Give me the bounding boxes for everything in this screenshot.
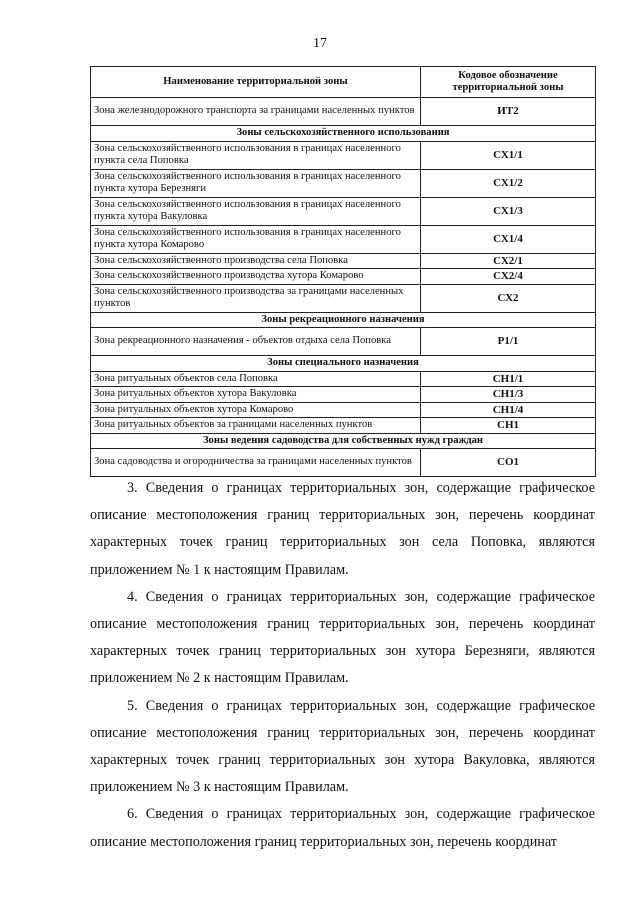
zone-code: СХ2/1	[421, 253, 596, 269]
table-row	[91, 402, 596, 418]
table-row	[91, 169, 596, 197]
zone-code: СХ2/4	[421, 269, 596, 285]
zone-name: Зона сельскохозяйственного производства села Поповка	[91, 253, 421, 269]
zone-code: СН1	[421, 418, 596, 434]
table-body	[91, 98, 596, 477]
page-number: 17	[313, 36, 327, 51]
zone-name: Зона сельскохозяйственного использования в границах населенного пункта села Поповка	[91, 141, 421, 169]
paragraph-6: 6. Сведения о границах территориальных зон, содержащие графическое описание местоположения границ территориальных зон, перечень координат	[90, 806, 595, 850]
zone-code: ИТ2	[421, 98, 596, 126]
zone-name: Зона ритуальных объектов села Поповка	[91, 371, 421, 387]
table-row	[91, 141, 596, 169]
zone-code: СХ1/3	[421, 197, 596, 225]
zone-name: Зона ритуальных объектов хутора Комарово	[91, 402, 421, 418]
zone-name: Зона железнодорожного транспорта за границами населенных пунктов	[91, 98, 421, 126]
zone-code: СН1/1	[421, 371, 596, 387]
zone-name: Зона сельскохозяйственного использования в границах населенного пункта хутора Березняги	[91, 169, 421, 197]
zone-name: Зона садоводства и огородничества за границами населенных пунктов	[91, 449, 421, 477]
table-row	[91, 98, 596, 126]
zone-code: СО1	[421, 449, 596, 477]
table-section-row	[91, 126, 596, 142]
table-row	[91, 328, 596, 356]
zone-name: Зона ритуальных объектов за границами населенных пунктов	[91, 418, 421, 434]
zone-name: Зона сельскохозяйственного использования в границах населенного пункта хутора Комарово	[91, 225, 421, 253]
zone-name: Зона сельскохозяйственного производства хутора Комарово	[91, 269, 421, 285]
table-row	[91, 418, 596, 434]
zone-name: Зона сельскохозяйственного использования в границах населенного пункта хутора Вакуловка	[91, 197, 421, 225]
table-row	[91, 284, 596, 312]
table-row	[91, 387, 596, 403]
table-section-row	[91, 356, 596, 372]
zone-name: Зона рекреационного назначения - объектов отдыха села Поповка	[91, 328, 421, 356]
zone-code: СХ2	[421, 284, 596, 312]
section-heading: Зоны сельскохозяйственного использования	[91, 126, 596, 142]
table-section-row	[91, 312, 596, 328]
table-row	[91, 371, 596, 387]
territorial-zones-table	[90, 66, 596, 477]
zone-code: Р1/1	[421, 328, 596, 356]
table-row	[91, 253, 596, 269]
zone-name: Зона сельскохозяйственного производства за границами населенных пунктов	[91, 284, 421, 312]
table-row	[91, 269, 596, 285]
paragraph-5: 5. Сведения о границах территориальных зон, содержащие графическое описание местоположения границ территориальных зон, перечень координат характерных точек границ территориальных зон хутора Вакуловка, являются приложением № 3 к настоящим Правилам.	[90, 697, 595, 796]
paragraph-4: 4. Сведения о границах территориальных зон, содержащие графическое описание местоположения границ территориальных зон, перечень координат характерных точек границ территориальных зон хутора Березняги, являются приложением № 2 к настоящим Правилам.	[90, 588, 595, 687]
column-header-zone-name: Наименование территориальной зоны	[91, 67, 421, 98]
table-row	[91, 225, 596, 253]
zone-code: СХ1/4	[421, 225, 596, 253]
zone-code: СХ1/2	[421, 169, 596, 197]
table-row	[91, 197, 596, 225]
section-heading: Зоны специального назначения	[91, 356, 596, 372]
zone-name: Зона ритуальных объектов хутора Вакуловка	[91, 387, 421, 403]
section-heading: Зоны ведения садоводства для собственных нужд граждан	[91, 433, 596, 449]
zone-code: СН1/4	[421, 402, 596, 418]
paragraph-3: 3. Сведения о границах территориальных зон, содержащие графическое описание местоположения границ территориальных зон, перечень координат характерных точек границ территориальных зон села Поповка, являются приложением № 1 к настоящим Правилам.	[90, 480, 595, 578]
body-text	[90, 475, 595, 856]
section-heading: Зоны рекреационного назначения	[91, 312, 596, 328]
zone-code: СН1/3	[421, 387, 596, 403]
table-section-row	[91, 433, 596, 449]
table-row	[91, 449, 596, 477]
zone-code: СХ1/1	[421, 141, 596, 169]
column-header-zone-code: Кодовое обозначение территориальной зоны	[421, 67, 596, 98]
